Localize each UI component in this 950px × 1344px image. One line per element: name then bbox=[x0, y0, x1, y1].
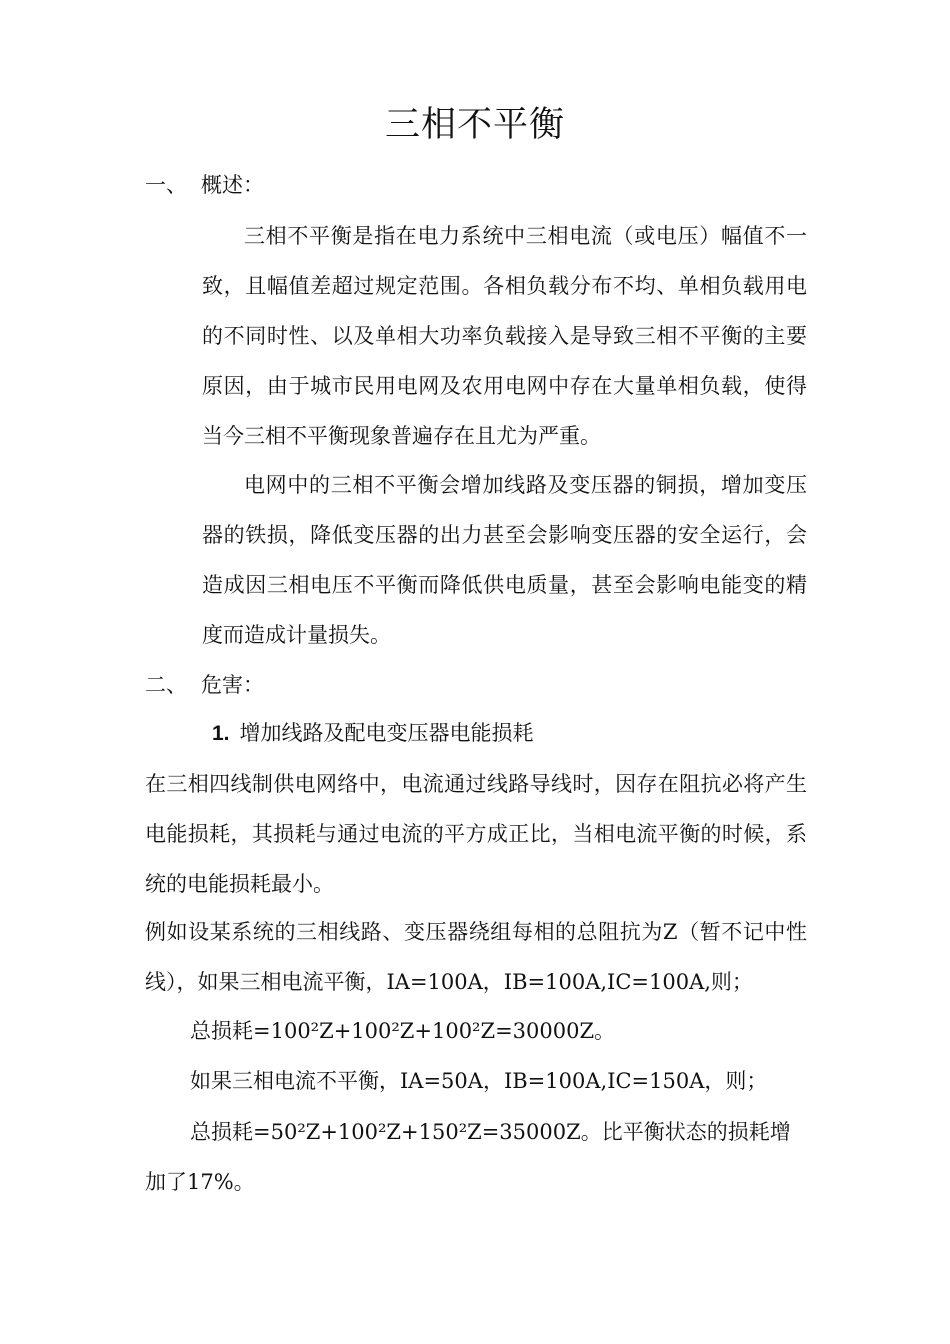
formula-balanced: 总损耗=100²Z+100²Z+100²Z=30000Z。 bbox=[190, 1019, 616, 1043]
section-heading-overview bbox=[145, 170, 264, 200]
page-title: 三相不平衡 bbox=[384, 105, 565, 145]
section-number: 一、 bbox=[145, 173, 187, 197]
subsection-heading bbox=[212, 718, 534, 749]
overview-paragraph-1: 三相不平衡是指在电力系统中三相电流（或电压）幅值不一致，且幅值差超过规定范围。各相负载分布不均、单相负载用电的不同时性、以及单相大功率负载接入是导致三相不平衡的主要原因，由于城市民用电网及农用电网中存在大量单相负载，使得当今三相不平衡现象普遍存在且尤为严重。 bbox=[202, 224, 807, 448]
section-title: 危害： bbox=[201, 673, 264, 697]
overview-paragraph-2: 电网中的三相不平衡会增加线路及变压器的铜损，增加变压器的铁损，降低变压器的出力甚至会影响变压器的安全运行，会造成因三相电压不平衡而降低供电质量，甚至会影响电能变的精度而造成计量损失。 bbox=[202, 473, 807, 647]
section-title: 概述： bbox=[201, 173, 264, 197]
harm-paragraph-1: 在三相四线制供电网络中，电流通过线路导线时，因存在阻抗必将产生电能损耗，其损耗与通过电流的平方成正比，当相电流平衡的时候，系统的电能损耗最小。 bbox=[145, 772, 807, 896]
subsection-number: 1. bbox=[212, 722, 230, 745]
formula-unbalanced-intro: 如果三相电流不平衡，IA=50A，IB=100A,IC=150A，则； bbox=[190, 1069, 768, 1093]
subsection-title: 增加线路及配电变压器电能损耗 bbox=[239, 721, 534, 745]
section-heading-harm bbox=[145, 670, 264, 700]
section-number: 二、 bbox=[145, 673, 187, 697]
harm-paragraph-2: 例如设某系统的三相线路、变压器绕组每相的总阻抗为Z（暂不记中性线），如果三相电流平衡，IA=100A，IB=100A,IC=100A,则； bbox=[145, 920, 807, 994]
formula-unbalanced: 总损耗=50²Z+100²Z+150²Z=35000Z。比平衡状态的损耗增加了17%。 bbox=[145, 1120, 791, 1194]
